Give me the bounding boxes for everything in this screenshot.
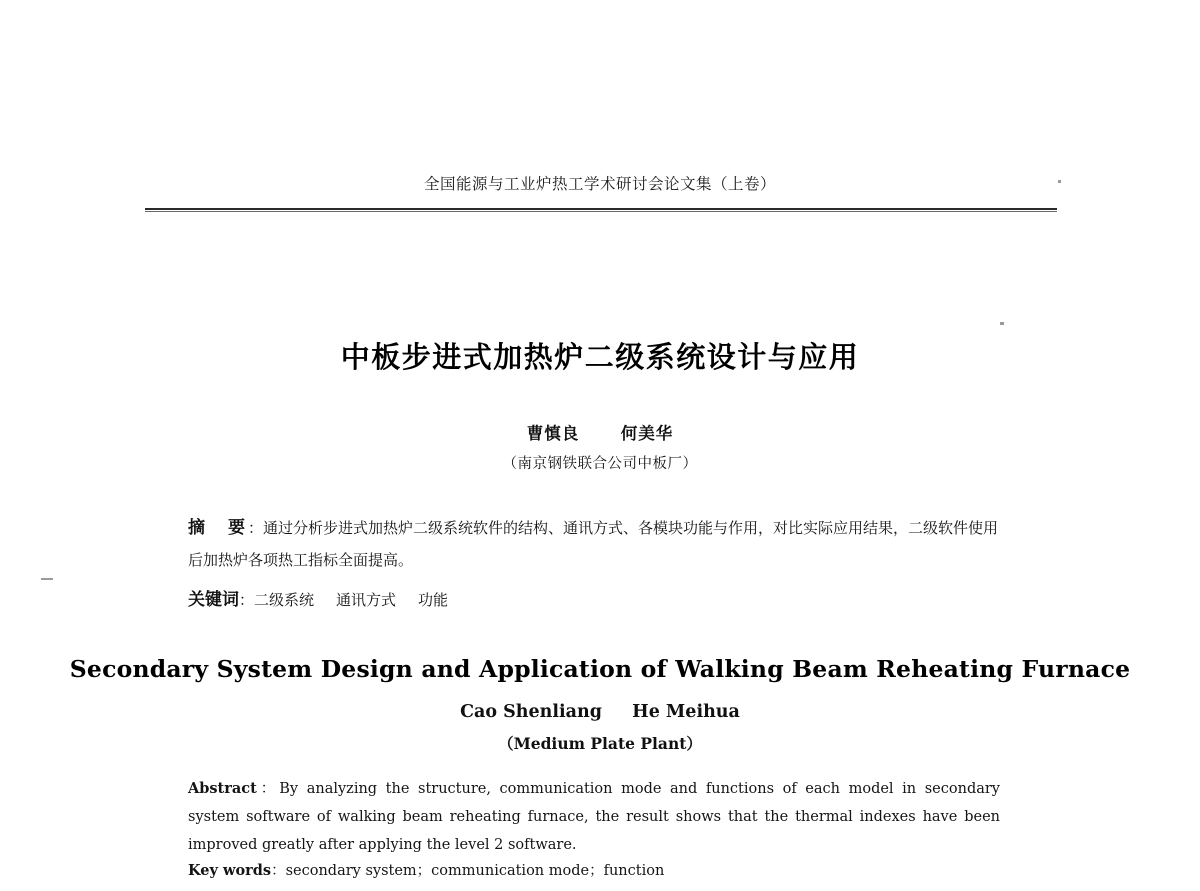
- chinese-affiliation: （南京钢铁联合公司中板厂）: [502, 456, 698, 472]
- scan-speck: [41, 578, 53, 580]
- chinese-keyword-item: 二级系统: [254, 591, 315, 609]
- english-author-1: Cao Shenliang: [460, 702, 602, 722]
- header-rule: [145, 208, 1057, 210]
- english-author-list: [0, 702, 1200, 722]
- chinese-keywords: [188, 585, 1000, 615]
- chinese-author-2: 何美华: [620, 424, 674, 443]
- english-abstract-text: ：By analyzing the structure, communication mode and functions of each model in secondary system software of walking beam reheating furnace, the result shows that the thermal indexes have been improved greatly after applying the level 2 software.: [188, 781, 1000, 853]
- chinese-author-list: [0, 420, 1200, 444]
- english-keywords-label: Key words: [188, 862, 272, 879]
- english-title: Secondary System Design and Application of Walking Beam Reheating Furnace: [69, 655, 1131, 683]
- chinese-title: 中板步进式加热炉二级系统设计与应用: [340, 340, 860, 374]
- running-header: 全国能源与工业炉热工学术研讨会论文集（上卷）: [423, 175, 776, 193]
- chinese-abstract-text: ：通过分析步进式加热炉二级系统软件的结构、通讯方式、各模块功能与作用，对比实际应用结果，二级软件使用后加热炉各项热工指标全面提高。: [188, 519, 999, 569]
- english-abstract: [188, 775, 1000, 859]
- english-keywords: [188, 858, 1000, 884]
- chinese-keywords-separator: ：: [239, 591, 255, 609]
- chinese-keywords-label: 关键词: [188, 590, 239, 610]
- scan-speck: [1058, 180, 1061, 183]
- chinese-abstract-label: 摘 要: [188, 518, 248, 538]
- chinese-abstract: [188, 512, 1000, 576]
- english-keywords-text: ：secondary system；communication mode；function: [271, 863, 665, 879]
- chinese-keyword-item: 通讯方式: [336, 591, 397, 609]
- chinese-author-1: 曹慎良: [526, 424, 580, 443]
- scan-speck: [1000, 322, 1004, 325]
- english-abstract-label: Abstract: [188, 780, 257, 797]
- chinese-keyword-item: 功能: [418, 591, 449, 609]
- english-affiliation: （Medium Plate Plant）: [498, 734, 702, 753]
- english-author-2: He Meihua: [632, 702, 740, 722]
